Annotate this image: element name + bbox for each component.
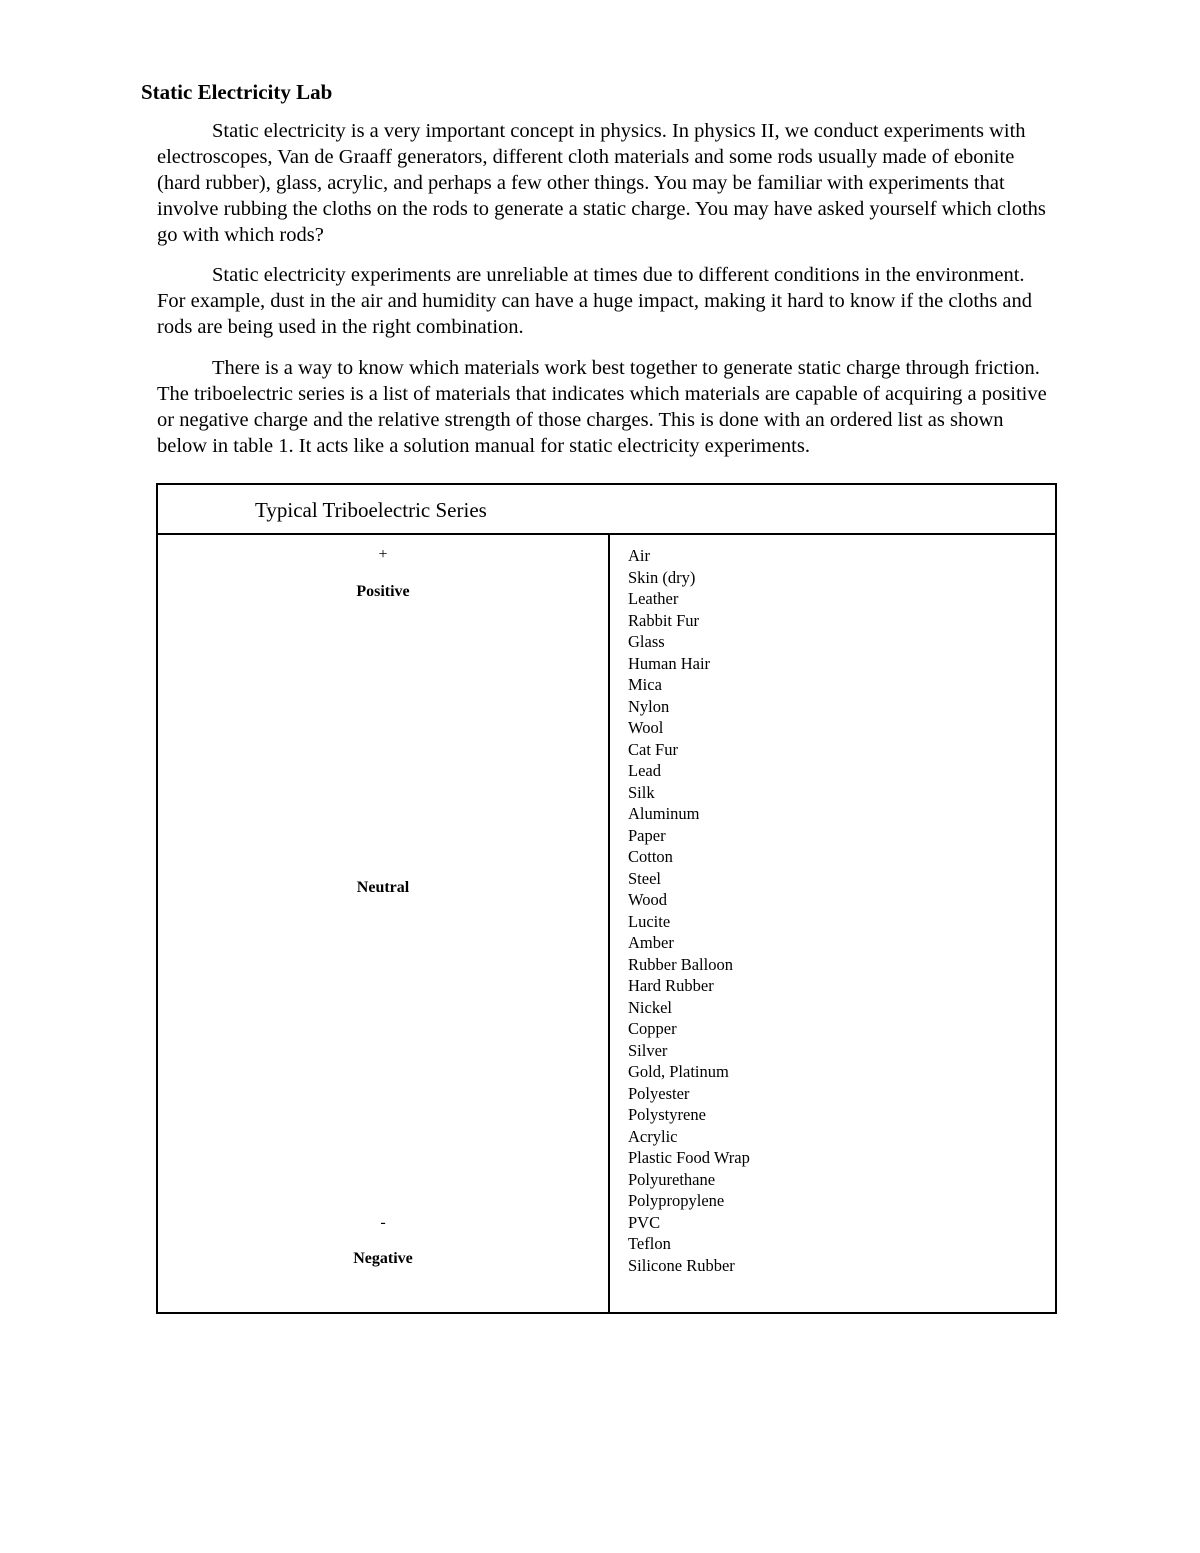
material-item: Glass xyxy=(628,632,665,651)
positive-label: Positive xyxy=(356,583,410,600)
material-item: Leather xyxy=(628,589,679,608)
material-item: Plastic Food Wrap xyxy=(628,1148,750,1167)
materials-list xyxy=(628,545,1048,1276)
material-item: Lucite xyxy=(628,911,671,931)
material-item: Silk xyxy=(628,782,655,802)
material-item: Human Hair xyxy=(628,653,711,673)
triboelectric-paragraph: There is a way to know which materials work best together to generate static charge through friction. The triboelectric series is a list of materials that indicates which materials are capable of acquiring a positive or negative charge and the relative strength of those charges. This is done with an ordered list as shown below in table 1. It acts like a solution manual for static electricity experiments. xyxy=(157,357,1047,457)
material-item: Silicone Rubber xyxy=(628,1255,735,1275)
column-divider xyxy=(608,534,610,1314)
page-title: Static Electricity Lab xyxy=(141,80,333,104)
material-item: Nylon xyxy=(628,696,670,716)
material-item: Polyester xyxy=(628,1083,690,1103)
material-item: Copper xyxy=(628,1019,677,1038)
material-item: Air xyxy=(628,546,650,565)
material-item: Paper xyxy=(628,825,666,845)
positive-symbol: + xyxy=(378,546,388,563)
material-item: Gold, Platinum xyxy=(628,1062,729,1081)
material-item: Cat Fur xyxy=(628,739,678,759)
material-item: Mica xyxy=(628,675,662,694)
material-item: Steel xyxy=(628,868,661,888)
material-item: Polystyrene xyxy=(628,1105,706,1124)
conditions-paragraph: Static electricity experiments are unreliable at times due to different conditions in the environment. For example, dust in the air and humidity can have a huge impact, making it hard to know if the cloths and rods are being used in the right combination. xyxy=(157,264,1033,338)
material-item: Cotton xyxy=(628,847,673,866)
material-item: Amber xyxy=(628,933,674,952)
material-item: Nickel xyxy=(628,997,672,1017)
table-title: Typical Triboelectric Series xyxy=(255,498,487,522)
material-item: Wood xyxy=(628,890,668,909)
material-item: Hard Rubber xyxy=(628,976,714,995)
negative-label: Negative xyxy=(353,1250,413,1267)
material-item: Acrylic xyxy=(628,1126,678,1146)
intro-paragraph: Static electricity is a very important concept in physics. In physics II, we conduct experiments with electroscopes, Van de Graaff generators, different cloth materials and some rods usually made of ebonite (hard rubber), glass, acrylic, and perhaps a few other things. You may be familiar with experiments that involve rubbing the cloths on the rods to generate a static charge. You may have asked yourself which cloths go with which rods? xyxy=(157,120,1046,246)
material-item: Polypropylene xyxy=(628,1191,725,1210)
material-item: Rubber Balloon xyxy=(628,954,733,974)
material-item: Teflon xyxy=(628,1234,671,1253)
material-item: Skin (dry) xyxy=(628,567,696,587)
material-item: Polyurethane xyxy=(628,1169,716,1189)
material-item: Silver xyxy=(628,1040,668,1060)
material-item: PVC xyxy=(628,1212,661,1232)
triboelectric-table xyxy=(156,483,1057,1314)
material-item: Aluminum xyxy=(628,804,700,823)
polarity-column xyxy=(158,535,608,1314)
material-item: Rabbit Fur xyxy=(628,610,700,630)
neutral-label: Neutral xyxy=(356,879,410,896)
material-item: Wool xyxy=(628,718,664,737)
material-item: Lead xyxy=(628,761,661,780)
table-header xyxy=(158,485,1055,535)
negative-symbol: - xyxy=(380,1214,386,1231)
